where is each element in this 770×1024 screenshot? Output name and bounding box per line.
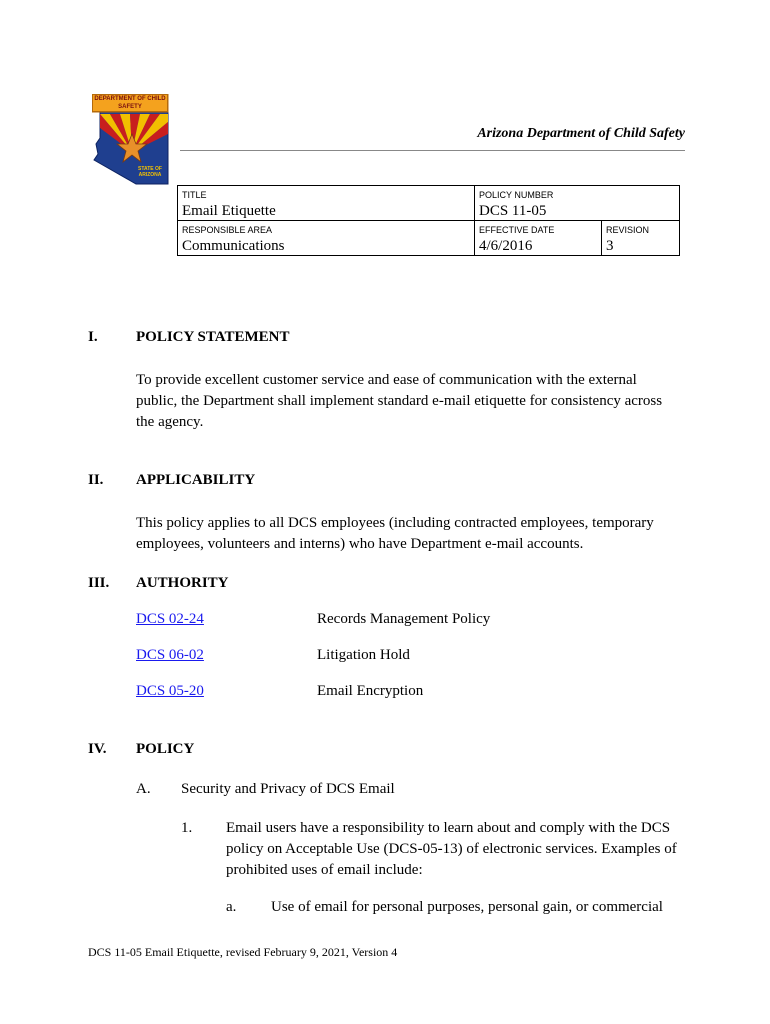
policy-number-value: DCS 11-05 [475,200,680,221]
section-2-number: II. [88,472,104,488]
revision-label: REVISION [606,225,650,235]
section-3-number: III. [88,575,110,591]
policy-metadata-table [177,185,680,256]
responsible-area-value: Communications [178,235,475,256]
responsible-area-label: RESPONSIBLE AREA [178,221,475,236]
logo-text-top: DEPARTMENT OF CHILD SAFETY [94,96,166,110]
section-2-title: APPLICABILITY [136,472,256,488]
revision-value: 3 [606,238,614,254]
item-a-body: Use of email for personal purposes, personal gain, or commercial [271,899,663,915]
section-2-body: This policy applies to all DCS employees (including contracted employees, temporary employees, volunteers and interns) who have Department e-mail accounts. [136,515,654,552]
item-1-body: Email users have a responsibility to learn about and comply with the DCS policy on Acceptable Use (DCS-05-13) of electronic services. Examples of prohibited uses of email include: [226,820,677,878]
authority-desc-encryption: Email Encryption [317,683,424,699]
policy-number-label: POLICY NUMBER [479,190,554,200]
section-3-title: AUTHORITY [136,575,229,591]
subsection-a-number: A. [136,781,151,797]
logo-banner [92,94,168,112]
page-footer: DCS 11-05 Email Etiquette, revised February 9, 2021, Version 4 [88,945,398,959]
effective-date-value: 4/6/2016 [475,235,602,256]
section-4-title: POLICY [136,741,195,757]
header-rule [180,150,685,151]
section-1-title: POLICY STATEMENT [136,329,290,345]
item-1-number: 1. [181,820,193,836]
authority-link-dcs-05-20[interactable]: DCS 05-20 [136,683,204,699]
section-4-number: IV. [88,741,107,757]
subsection-a-title: Security and Privacy of DCS Email [181,781,395,797]
logo-text-bottom: STATE OF ARIZONA [138,166,162,178]
organization-name: Arizona Department of Child Safety [477,126,685,141]
effective-date-label: EFFECTIVE DATE [475,221,602,236]
authority-link-dcs-02-24[interactable]: DCS 02-24 [136,611,204,627]
title-label: TITLE [178,186,475,201]
item-a-number: a. [226,899,237,915]
section-1-body: To provide excellent customer service and ease of communication with the external public, the Department shall implement standard e-mail etiquette for consistency across the agency. [136,372,663,430]
authority-desc-litigation: Litigation Hold [317,647,410,663]
authority-desc-records: Records Management Policy [317,611,491,627]
title-value: Email Etiquette [178,200,475,221]
section-1-number: I. [88,329,98,345]
dcs-logo [92,94,170,186]
authority-link-dcs-06-02[interactable]: DCS 06-02 [136,647,204,663]
